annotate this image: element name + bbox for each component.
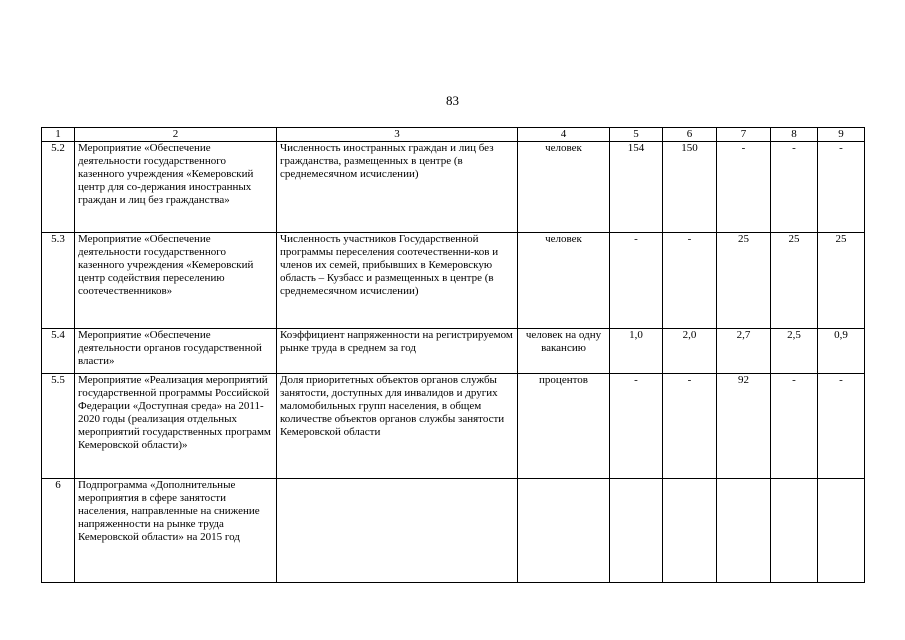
indicator-cell: Коэффициент напряженности на регистрируемом рынке труда в среднем за год (277, 329, 518, 374)
value-col7: 25 (717, 233, 771, 329)
col-header-4: 4 (518, 128, 610, 142)
row-number: 5.2 (42, 142, 75, 233)
unit-cell: процентов (518, 374, 610, 479)
value-col9: 0,9 (818, 329, 865, 374)
table-row (42, 374, 865, 479)
row-number: 5.3 (42, 233, 75, 329)
value-col5: - (610, 374, 663, 479)
unit-cell: человек (518, 233, 610, 329)
value-col7: 92 (717, 374, 771, 479)
event-cell: Мероприятие «Обеспечение деятельности государственного казенного учреждения «Кемеровский центр содействия переселению соотечественников» (75, 233, 277, 329)
unit-cell: человек на одну вакансию (518, 329, 610, 374)
value-col9: - (818, 374, 865, 479)
page-number: 83 (446, 93, 459, 108)
unit-cell (518, 479, 610, 583)
table-row (42, 142, 865, 233)
value-col6: 150 (663, 142, 717, 233)
indicator-cell (277, 479, 518, 583)
col-header-6: 6 (663, 128, 717, 142)
value-col9: 25 (818, 233, 865, 329)
value-col7: - (717, 142, 771, 233)
indicator-cell: Численность участников Государственной программы переселения соотечественни-ков и членов их семей, прибывших в Кемеровскую область – Кузбасс и размещенных в центре (в среднемесячном исчислении) (277, 233, 518, 329)
col-header-3: 3 (277, 128, 518, 142)
col-header-5: 5 (610, 128, 663, 142)
value-col8 (771, 479, 818, 583)
value-col5 (610, 479, 663, 583)
indicators-table (41, 127, 865, 583)
value-col6: - (663, 233, 717, 329)
col-header-8: 8 (771, 128, 818, 142)
table-row (42, 329, 865, 374)
table-row (42, 479, 865, 583)
event-cell: Мероприятие «Обеспечение деятельности органов государственной власти» (75, 329, 277, 374)
table-row (42, 233, 865, 329)
value-col7: 2,7 (717, 329, 771, 374)
unit-cell: человек (518, 142, 610, 233)
value-col6 (663, 479, 717, 583)
value-col9: - (818, 142, 865, 233)
col-header-7: 7 (717, 128, 771, 142)
value-col9 (818, 479, 865, 583)
value-col8: - (771, 374, 818, 479)
col-header-2: 2 (75, 128, 277, 142)
event-cell: Мероприятие «Реализация мероприятий государственной программы Российской Федерации «Доступная среда» на 2011-2020 годы (реализация отдельных мероприятий государственных программ Кемеровской области)» (75, 374, 277, 479)
value-col8: 25 (771, 233, 818, 329)
value-col5: - (610, 233, 663, 329)
row-number: 5.5 (42, 374, 75, 479)
indicator-cell: Доля приоритетных объектов органов службы занятости, доступных для инвалидов и других маломобильных групп населения, в общем количестве объектов органов службы занятости Кемеровской области (277, 374, 518, 479)
header-row (42, 128, 865, 142)
col-header-9: 9 (818, 128, 865, 142)
value-col5: 1,0 (610, 329, 663, 374)
event-cell: Мероприятие «Обеспечение деятельности государственного казенного учреждения «Кемеровский центр для со-держания иностранных граждан и лиц без гражданства» (75, 142, 277, 233)
value-col8: 2,5 (771, 329, 818, 374)
value-col8: - (771, 142, 818, 233)
col-header-1: 1 (42, 128, 75, 142)
indicator-cell: Численность иностранных граждан и лиц без гражданства, размещенных в центре (в среднемесячном исчислении) (277, 142, 518, 233)
value-col6: 2,0 (663, 329, 717, 374)
row-number: 6 (42, 479, 75, 583)
value-col5: 154 (610, 142, 663, 233)
row-number: 5.4 (42, 329, 75, 374)
value-col7 (717, 479, 771, 583)
event-cell: Подпрограмма «Дополнительные мероприятия в сфере занятости населения, направленные на снижение напряженности на рынке труда Кемеровской области» на 2015 год (75, 479, 277, 583)
value-col6: - (663, 374, 717, 479)
